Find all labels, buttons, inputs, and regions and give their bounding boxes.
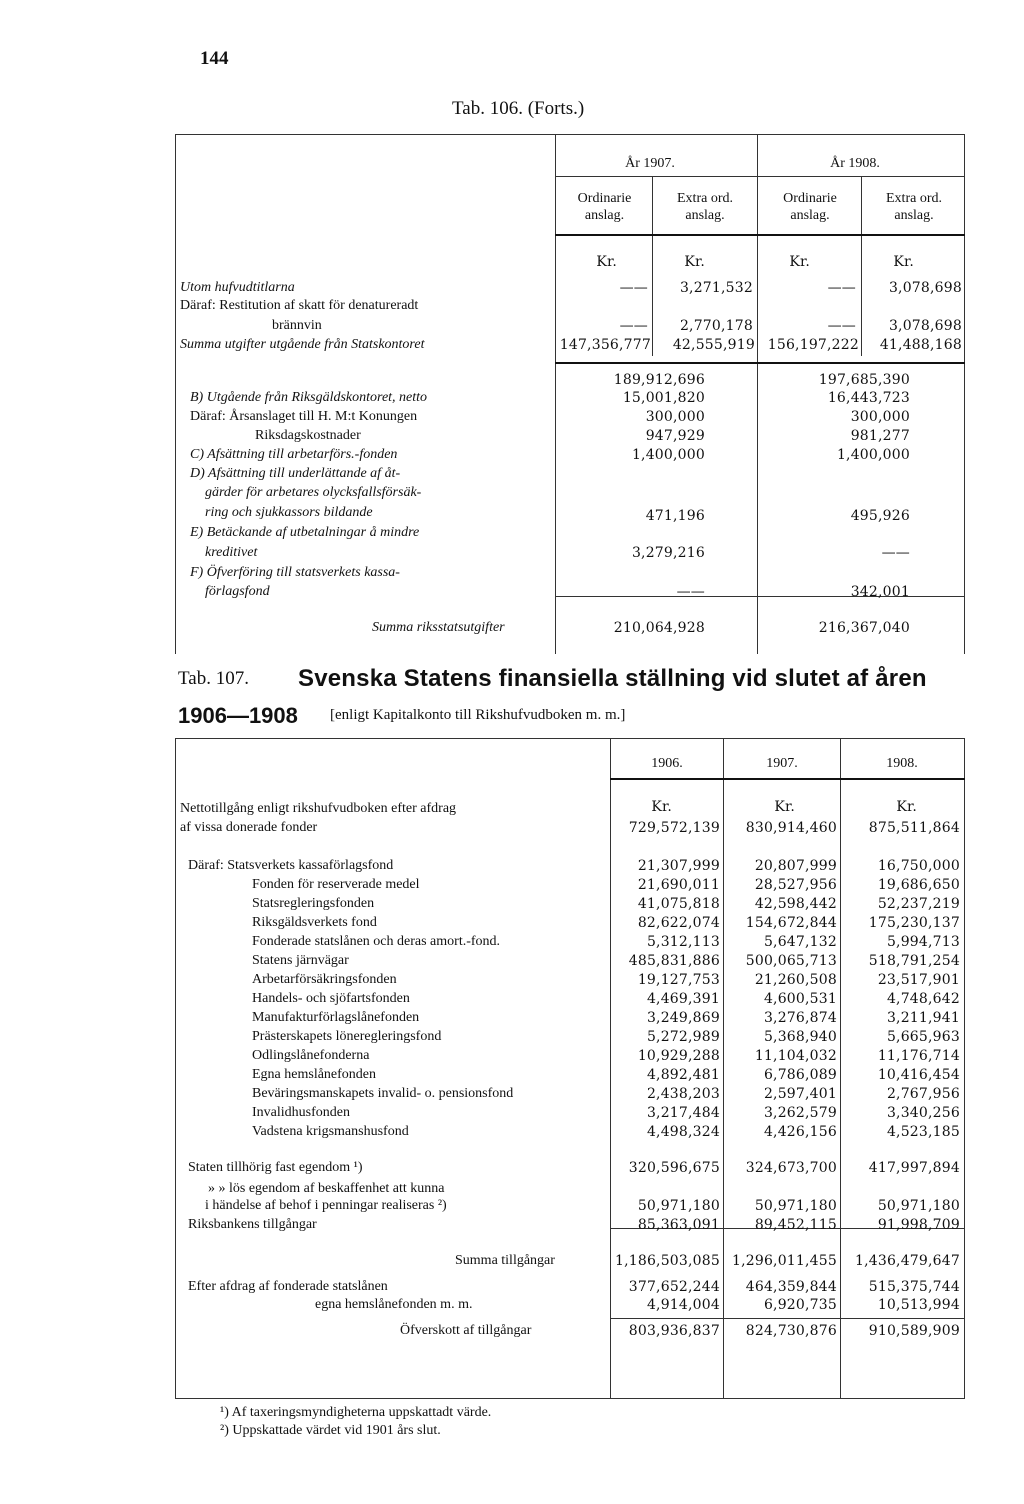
footnote-2: ²) Uppskattade värdet vid 1901 års slut.	[220, 1423, 441, 1438]
table-cell: 4,523,185	[886, 1124, 960, 1140]
table-cell: 500,065,713	[745, 953, 837, 969]
row-label: D) Afsättning till underlättande af åt-	[190, 466, 401, 481]
table-cell: 10,513,994	[877, 1297, 960, 1313]
page-number: 144	[200, 48, 229, 69]
cell: 3,279,216	[631, 545, 705, 561]
row-label: Riksgäldsverkets fond	[252, 915, 377, 930]
unit-kr: Kr.	[789, 254, 810, 270]
table-cell: 3,262,579	[763, 1105, 837, 1121]
cell: 197,685,390	[818, 372, 910, 388]
row-label: Manufakturförlagslånefonden	[252, 1010, 420, 1025]
cell: 3,271,532	[679, 280, 753, 296]
table-cell: 2,767,956	[886, 1086, 960, 1102]
unit-kr: Kr.	[774, 799, 795, 815]
unit-kr: Kr.	[896, 799, 917, 815]
table-cell: 4,426,156	[763, 1124, 837, 1140]
row-label: Statens järnvägar	[252, 953, 349, 968]
table-107-heading-years: 1906—1908	[178, 703, 298, 728]
cell: ——	[881, 545, 910, 561]
cell: 189,912,696	[613, 372, 705, 388]
table-cell: 485,831,886	[628, 953, 720, 969]
table-cell: 11,104,032	[754, 1048, 837, 1064]
cell: 947,929	[645, 428, 705, 444]
unit-kr: Kr.	[893, 254, 914, 270]
table-cell: 42,598,442	[754, 896, 837, 912]
row-label: brännvin	[272, 318, 322, 333]
table-cell: 4,469,391	[646, 991, 720, 1007]
row-label: i händelse af behof i penningar realiseras ²)	[205, 1198, 447, 1213]
row-label: Statsregleringsfonden	[252, 896, 375, 911]
table-cell: 10,929,288	[637, 1048, 720, 1064]
table-cell: 52,237,219	[877, 896, 960, 912]
table-cell: 320,596,675	[628, 1160, 720, 1176]
row-label: Riksdagskostnader	[255, 428, 361, 443]
table-cell: 154,672,844	[745, 915, 837, 931]
row-label: Riksbankens tillgångar	[188, 1217, 317, 1232]
cell: 342,001	[850, 584, 910, 600]
table-cell: 824,730,876	[745, 1323, 837, 1339]
table-cell: 23,517,901	[877, 972, 960, 988]
cell: 156,197,222	[767, 337, 859, 353]
table-cell: 1,186,503,085	[614, 1253, 720, 1269]
table-106-title: Tab. 106. (Forts.)	[452, 98, 585, 119]
colhead-extra-1907: Extra ord. anslag.	[677, 191, 733, 223]
cell: ——	[619, 318, 648, 334]
table-cell: 2,597,401	[763, 1086, 837, 1102]
table-cell: 3,340,256	[886, 1105, 960, 1121]
cell: 2,770,178	[679, 318, 753, 334]
row-label: Summa utgifter utgående från Statskontoret	[180, 337, 425, 352]
row-label: Utom hufvudtitlarna	[180, 280, 295, 295]
table-cell: 6,920,735	[763, 1297, 837, 1313]
table-cell: 377,652,244	[628, 1279, 720, 1295]
cell: 300,000	[850, 409, 910, 425]
table-cell: 5,994,713	[886, 934, 960, 950]
cell: ——	[827, 280, 856, 296]
table-cell: 803,936,837	[628, 1323, 720, 1339]
row-label: gärder för arbetares olycksfallsförsäk-	[205, 485, 422, 500]
row-label: Däraf: Restitution af skatt för denatureradt	[180, 298, 419, 313]
cell: 471,196	[645, 508, 705, 524]
row-label: Beväringsmanskapets invalid- o. pensionsfond	[252, 1086, 514, 1101]
cell: 495,926	[850, 508, 910, 524]
table-cell: 5,665,963	[886, 1029, 960, 1045]
table-cell: 464,359,844	[745, 1279, 837, 1295]
cell: 981,277	[850, 428, 910, 444]
table-cell: 82,622,074	[637, 915, 720, 931]
table-cell: 518,791,254	[868, 953, 960, 969]
row-label: Vadstena krigsmanshusfond	[252, 1124, 409, 1139]
cell: 42,555,919	[672, 337, 755, 353]
table-cell: 91,998,709	[877, 1217, 960, 1233]
row-label: Staten tillhörig fast egendom ¹)	[188, 1160, 363, 1175]
table-cell: 5,647,132	[763, 934, 837, 950]
table-cell: 21,690,011	[637, 877, 720, 893]
table-cell: 5,272,989	[646, 1029, 720, 1045]
colhead-ord-1908: Ordinarie anslag.	[783, 191, 837, 223]
table-cell: 19,686,650	[877, 877, 960, 893]
year-1907-header: 1907.	[766, 756, 798, 771]
row-label: Egna hemslånefonden	[252, 1067, 377, 1082]
row-label: » » lös egendom af beskaffenhet att kunna	[208, 1181, 445, 1196]
table-cell: 3,276,874	[763, 1010, 837, 1026]
cell: 210,064,928	[613, 620, 705, 636]
row-label: Prästerskapets löneregleringsfond	[252, 1029, 442, 1044]
table-cell: 875,511,864	[868, 820, 960, 836]
table-cell: 20,807,999	[754, 858, 837, 874]
table-cell: 50,971,180	[754, 1198, 837, 1214]
table-cell: 1,296,011,455	[731, 1253, 837, 1269]
row-label: B) Utgående från Riksgäldskontoret, netto	[190, 390, 428, 405]
row-label: C) Afsättning till arbetarförs.-fonden	[190, 447, 398, 462]
table-cell: 3,249,869	[646, 1010, 720, 1026]
table-cell: 4,498,324	[646, 1124, 720, 1140]
table-cell: 21,307,999	[637, 858, 720, 874]
table-cell: 2,438,203	[646, 1086, 720, 1102]
table-cell: 4,600,531	[763, 991, 837, 1007]
row-label: kreditivet	[205, 545, 258, 560]
table-cell: 5,368,940	[763, 1029, 837, 1045]
cell: 41,488,168	[879, 337, 962, 353]
row-label: Handels- och sjöfartsfonden	[252, 991, 410, 1006]
row-label: egna hemslånefonden m. m.	[315, 1297, 473, 1312]
colhead-ord-1907: Ordinarie anslag.	[577, 191, 632, 223]
row-label: Öfverskott af tillgångar	[400, 1323, 532, 1338]
row-label: Däraf: Statsverkets kassaförlagsfond	[188, 858, 394, 873]
row-label: Odlingslånefonderna	[252, 1048, 370, 1063]
unit-kr: Kr.	[684, 254, 705, 270]
table-cell: 6,786,089	[763, 1067, 837, 1083]
row-label: af vissa donerade fonder	[180, 820, 318, 835]
row-label: ring och sjukkassors bildande	[205, 505, 373, 520]
cell: 147,356,777	[559, 337, 651, 353]
table-cell: 4,748,642	[886, 991, 960, 1007]
row-label: Summa tillgångar	[455, 1253, 555, 1268]
table-cell: 3,211,941	[886, 1010, 960, 1026]
table-cell: 89,452,115	[754, 1217, 837, 1233]
unit-kr: Kr.	[651, 799, 672, 815]
cell: ——	[676, 584, 705, 600]
year-1908-header: 1908.	[886, 756, 918, 771]
cell: 216,367,040	[818, 620, 910, 636]
row-label: Arbetarförsäkringsfonden	[252, 972, 397, 987]
cell: 3,078,698	[888, 280, 962, 296]
row-label: Däraf: Årsanslaget till H. M:t Konungen	[190, 409, 418, 424]
table-cell: 16,750,000	[877, 858, 960, 874]
colhead-extra-1908: Extra ord. anslag.	[886, 191, 942, 223]
row-label: Summa riksstatsutgifter	[372, 620, 505, 635]
row-label: förlagsfond	[205, 584, 270, 599]
year-1908-header: År 1908.	[830, 156, 880, 171]
row-label: Efter afdrag af fonderade statslånen	[188, 1279, 388, 1294]
table-cell: 3,217,484	[646, 1105, 720, 1121]
table-cell: 4,914,004	[646, 1297, 720, 1313]
table-cell: 10,416,454	[877, 1067, 960, 1083]
table-cell: 1,436,479,647	[854, 1253, 960, 1269]
year-1907-header: År 1907.	[625, 156, 675, 171]
table-cell: 417,997,894	[868, 1160, 960, 1176]
table-107-heading: Svenska Statens finansiella ställning vid slutet af åren	[298, 665, 927, 692]
table-cell: 4,892,481	[646, 1067, 720, 1083]
table-cell: 50,971,180	[637, 1198, 720, 1214]
row-label: Invalidhusfonden	[252, 1105, 350, 1120]
table-cell: 830,914,460	[745, 820, 837, 836]
unit-kr: Kr.	[596, 254, 617, 270]
row-label: Nettotillgång enligt rikshufvudboken efter afdrag	[180, 801, 457, 816]
table-cell: 21,260,508	[754, 972, 837, 988]
year-1906-header: 1906.	[651, 756, 683, 771]
cell: ——	[619, 280, 648, 296]
table-107-label: Tab. 107.	[178, 668, 249, 689]
table-cell: 515,375,744	[868, 1279, 960, 1295]
cell: 300,000	[645, 409, 705, 425]
table-cell: 175,230,137	[868, 915, 960, 931]
table-cell: 11,176,714	[877, 1048, 960, 1064]
table-cell: 50,971,180	[877, 1198, 960, 1214]
table-cell: 28,527,956	[754, 877, 837, 893]
table-cell: 41,075,818	[637, 896, 720, 912]
table-cell: 85,363,091	[637, 1217, 720, 1233]
row-label: Fonden för reserverade medel	[252, 877, 420, 892]
cell: 1,400,000	[836, 447, 910, 463]
table-cell: 5,312,113	[646, 934, 720, 950]
footnote-1: ¹) Af taxeringsmyndigheterna uppskattadt värde.	[220, 1405, 492, 1420]
table-cell: 729,572,139	[628, 820, 720, 836]
table-cell: 19,127,753	[637, 972, 720, 988]
cell: ——	[827, 318, 856, 334]
cell: 15,001,820	[622, 390, 705, 406]
table-107-subtitle: [enligt Kapitalkonto till Rikshufvudboken m. m.]	[330, 707, 626, 723]
table-cell: 910,589,909	[868, 1323, 960, 1339]
table-cell: 324,673,700	[745, 1160, 837, 1176]
row-label: E) Betäckande af utbetalningar å mindre	[190, 525, 420, 540]
cell: 3,078,698	[888, 318, 962, 334]
row-label: Fonderade statslånen och deras amort.-fond.	[252, 934, 501, 949]
cell: 1,400,000	[631, 447, 705, 463]
row-label: F) Öfverföring till statsverkets kassa-	[190, 565, 400, 580]
cell: 16,443,723	[827, 390, 910, 406]
